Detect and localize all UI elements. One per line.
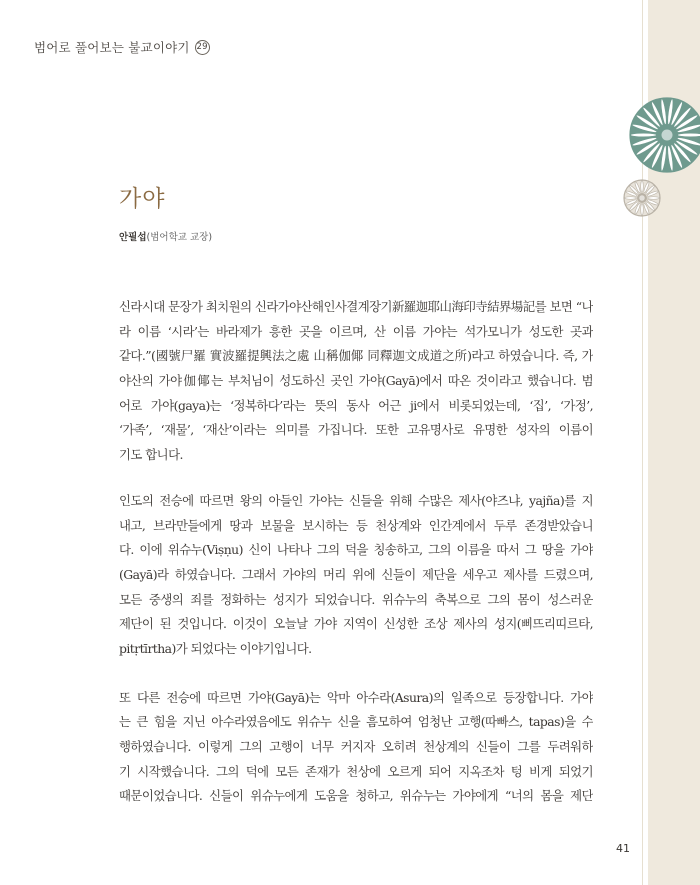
paragraph-2 — [119, 489, 593, 662]
text-line: 또 다른 전승에 따르면 가야(Gayā)는 악마 아수라(Asura)의 일족으로 등장합니다. 가야 — [119, 689, 593, 705]
small-rosette-icon — [622, 178, 662, 218]
lotus-rosette-icon — [628, 96, 700, 174]
text-line: 는 큰 힘을 지닌 아수라였음에도 위슈누 신을 흠모하여 엄청난 고행(따빠스, tapas)을 수 — [119, 714, 593, 730]
text-line: 야산의 가야伽倻는 부처님이 성도하신 곳인 가야(Gayā)에서 따온 것이라고 했습니다. 범 — [119, 373, 593, 389]
text-line: 기도 합니다. — [119, 447, 183, 463]
text-line: 행하였습니다. 이렇게 그의 고행이 너무 커지자 오히려 천상계의 신들이 그를 두려워하 — [119, 739, 593, 754]
text-line: (Gayā)라 하였습니다. 그래서 가야의 머리 위에 신들이 제단을 세우고 제사를 드렸으며, — [119, 566, 593, 582]
running-header — [34, 38, 210, 56]
text-line: 신라시대 문장가 최치원의 신라가야산해인사결계장기新羅迦耶山海印寺結界場記를 보면 “나 — [119, 299, 593, 314]
article-title: 가야 — [119, 186, 166, 212]
text-line: 라 이름 ‘시라’는 바라제가 흥한 곳을 이르며, 산 이름 가야는 석가모니가 성도한 곳과 — [119, 323, 593, 339]
text-line: 다. 이에 위슈누(Viṣṇu) 신이 나타나 그의 덕을 칭송하고, 그의 이름을 따서 그 땅을 가야 — [119, 542, 593, 558]
text-line: 기 시작했습니다. 그의 덕에 모든 존재가 천상에 오르게 되어 지옥조차 텅 비게 되었기 — [119, 763, 593, 779]
text-line: 제단이 된 것입니다. 이것이 오늘날 가야 지역이 신성한 조상 제사의 성지(삐뜨리띠르타, — [119, 616, 593, 632]
article-body — [119, 295, 593, 809]
text-line: 같다.”(國號尸羅 實波羅提興法之處 山稱伽倻 同釋迦文成道之所)라고 하였습니다. 즉, 가 — [119, 348, 593, 364]
text-line: 모든 중생의 죄를 정화하는 성지가 되었습니다. 위슈누의 축복으로 그의 몸이 성스러운 — [119, 591, 593, 607]
issue-number-badge: 29 — [195, 40, 210, 55]
text-line: 어로 가야(gaya)는 ‘정복하다’라는 뜻의 동사 어근 ji에서 비롯되었는데, ‘집’, ‘가정’, — [119, 397, 593, 413]
author-affiliation: (범어학교 교장) — [146, 232, 213, 243]
paragraph-1 — [119, 295, 593, 468]
author-line — [119, 229, 212, 243]
page-number: 41 — [616, 842, 630, 855]
text-line: 인도의 전승에 따르면 왕의 아들인 가야는 신들을 위해 수많은 제사(야즈냐, yajña)를 지 — [119, 492, 593, 508]
text-line: 때문이었습니다. 신들이 위슈누에게 도움을 청하고, 위슈누는 가야에게 “너의 몸을 제단 — [119, 788, 593, 804]
text-line: 내고, 브라만들에게 땅과 보물을 보시하는 등 천상계와 인간계에서 두루 존경받았습니 — [119, 517, 593, 533]
paragraph-3 — [119, 686, 593, 809]
author-name: 안필섭 — [119, 232, 147, 243]
text-line: pitṛtīrtha)가 되었다는 이야기입니다. — [119, 640, 312, 656]
running-title: 범어로 풀어보는 불교이야기 — [34, 40, 190, 55]
text-line: ‘가족’, ‘재물’, ‘재산’이라는 의미를 가집니다. 또한 고유명사로 유명한 성자의 이름이 — [119, 422, 593, 438]
